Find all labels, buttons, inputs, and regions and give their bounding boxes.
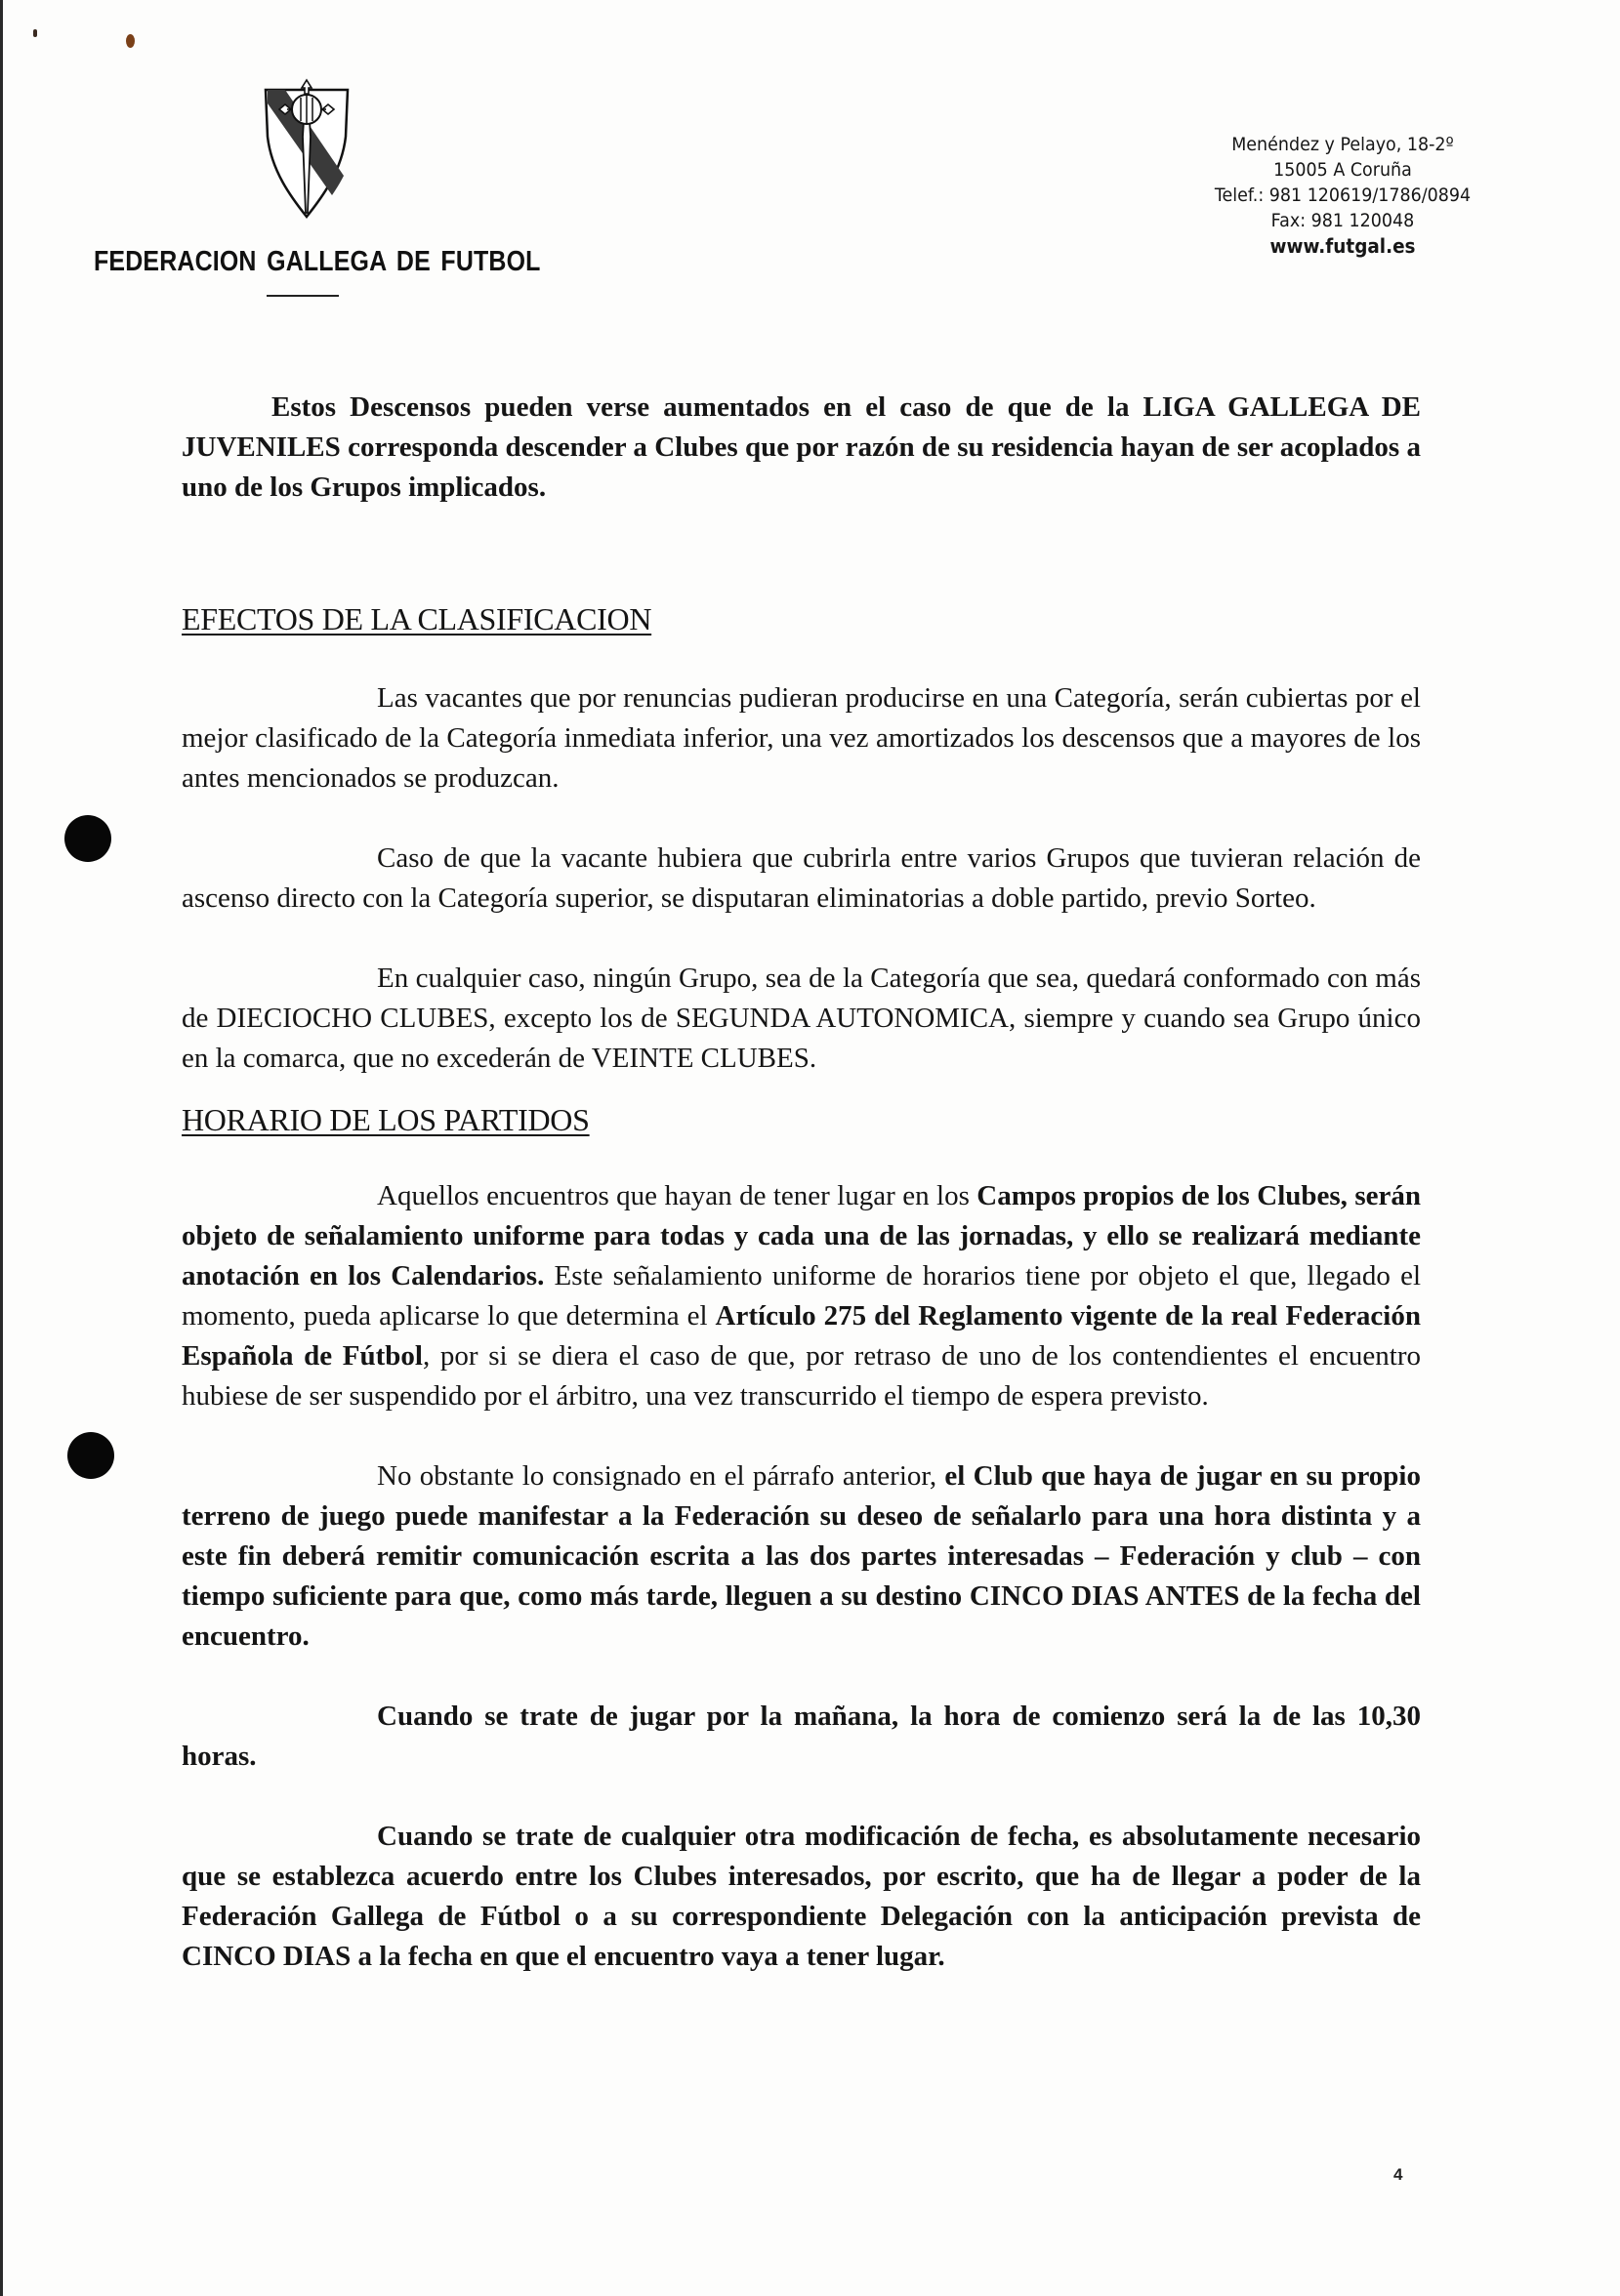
paragraph-text: Aquellos encuentros que hayan de tener lugar en los xyxy=(377,1180,977,1211)
address-phone: Telef.: 981 120619/1786/0894 xyxy=(1214,184,1472,206)
paragraph-bold-text: Artículo 275 del Reglamento vigente de la real Federación Española de Fútbol xyxy=(182,1300,1421,1372)
punch-hole-bottom xyxy=(67,1432,114,1479)
website-link[interactable]: www.futgal.es xyxy=(1269,234,1416,258)
paragraph-text: No obstante lo consignado en el párrafo anterior, xyxy=(377,1460,945,1492)
federation-shield-logo-icon xyxy=(262,78,352,220)
intro-paragraph-text: Estos Descensos pueden verse aumentados en el caso de que de la LIGA GALLEGA DE JUVENILES corresponda descender a Clubes que por razón de su residencia hayan de ser acoplados a uno de los Grupos implicados. xyxy=(182,391,1421,503)
scan-speck xyxy=(33,29,37,37)
page-number: 4 xyxy=(1393,2165,1403,2184)
paragraph-campos-propios xyxy=(182,1176,1421,1416)
section-heading-horario: HORARIO DE LOS PARTIDOS xyxy=(182,1102,590,1137)
paragraph-bold-text: Campos propios de los Clubes, serán objeto de señalamiento uniforme para todas y cada una de las jornadas, y ello se realizará mediante anotación en los Calendarios. xyxy=(182,1180,1421,1292)
address-fax: Fax: 981 120048 xyxy=(1270,210,1415,231)
scan-left-edge xyxy=(0,0,3,2296)
organization-name: FEDERACION GALLEGA DE FUTBOL xyxy=(94,246,541,277)
organization-underline xyxy=(267,295,339,297)
section-heading-efectos: EFECTOS DE LA CLASIFICACION xyxy=(182,601,652,636)
paragraph-modificacion-fecha xyxy=(182,1817,1421,1977)
paragraph-max-clubes xyxy=(182,959,1421,1079)
scan-speck xyxy=(126,34,135,48)
paragraph-text: Caso de que la vacante hubiera que cubrirla entre varios Grupos que tuvieran relación de ascenso directo con la Categoría superior, se disputaran eliminatorias a doble partido, previo Sorteo. xyxy=(182,842,1421,914)
document-body xyxy=(182,388,1421,1977)
address-city: 15005 A Coruña xyxy=(1273,159,1412,181)
contact-address-block xyxy=(1152,132,1533,259)
paragraph-text: Cuando se trate de cualquier otra modificación de fecha, es absolutamente necesario que se establezca acuerdo entre los Clubes interesados, por escrito, que ha de llegar a poder de la Federación Gallega de Fútbol o a su correspondiente Delegación con la anticipación prevista de CINCO DIAS a la fecha en que el encuentro vaya a tener lugar. xyxy=(182,1821,1421,1972)
paragraph-no-obstante xyxy=(182,1456,1421,1657)
paragraph-caso-vacante xyxy=(182,839,1421,919)
paragraph-text: Las vacantes que por renuncias pudieran producirse en una Categoría, serán cubiertas por el mejor clasificado de la Categoría inmediata inferior, una vez amortizados los descensos que a mayores de los antes mencionados se produzcan. xyxy=(182,682,1421,794)
paragraph-bold-text: el Club que haya de jugar en su propio terreno de juego puede manifestar a la Federación su deseo de señalarlo para una hora distinta y a este fin deberá remitir comunicación escrita a las dos partes interesadas – Federación y club – con tiempo suficiente para que, como más tarde, lleguen a su destino CINCO DIAS ANTES de la fecha del encuentro. xyxy=(182,1460,1421,1652)
intro-paragraph xyxy=(182,388,1421,508)
paragraph-text: Este señalamiento uniforme de horarios tiene por objeto el que, llegado el momento, pueda aplicarse lo que determina el xyxy=(182,1260,1422,1332)
paragraph-vacantes xyxy=(182,678,1421,799)
address-street: Menéndez y Pelayo, 18-2º xyxy=(1231,134,1454,155)
paragraph-manana xyxy=(182,1697,1421,1777)
punch-hole-top xyxy=(64,815,111,862)
paragraph-text: Cuando se trate de jugar por la mañana, la hora de comienzo será la de las 10,30 horas. xyxy=(182,1701,1421,1772)
paragraph-text: En cualquier caso, ningún Grupo, sea de la Categoría que sea, quedará conformado con más de DIECIOCHO CLUBES, excepto los de SEGUNDA AUTONOMICA, siempre y cuando sea Grupo único en la comarca, que no excederán de VEINTE CLUBES. xyxy=(182,963,1421,1074)
paragraph-text: , por si se diera el caso de que, por retraso de uno de los contendientes el encuentro hubiese de ser suspendido por el árbitro, una vez transcurrido el tiempo de espera previsto. xyxy=(182,1340,1421,1412)
